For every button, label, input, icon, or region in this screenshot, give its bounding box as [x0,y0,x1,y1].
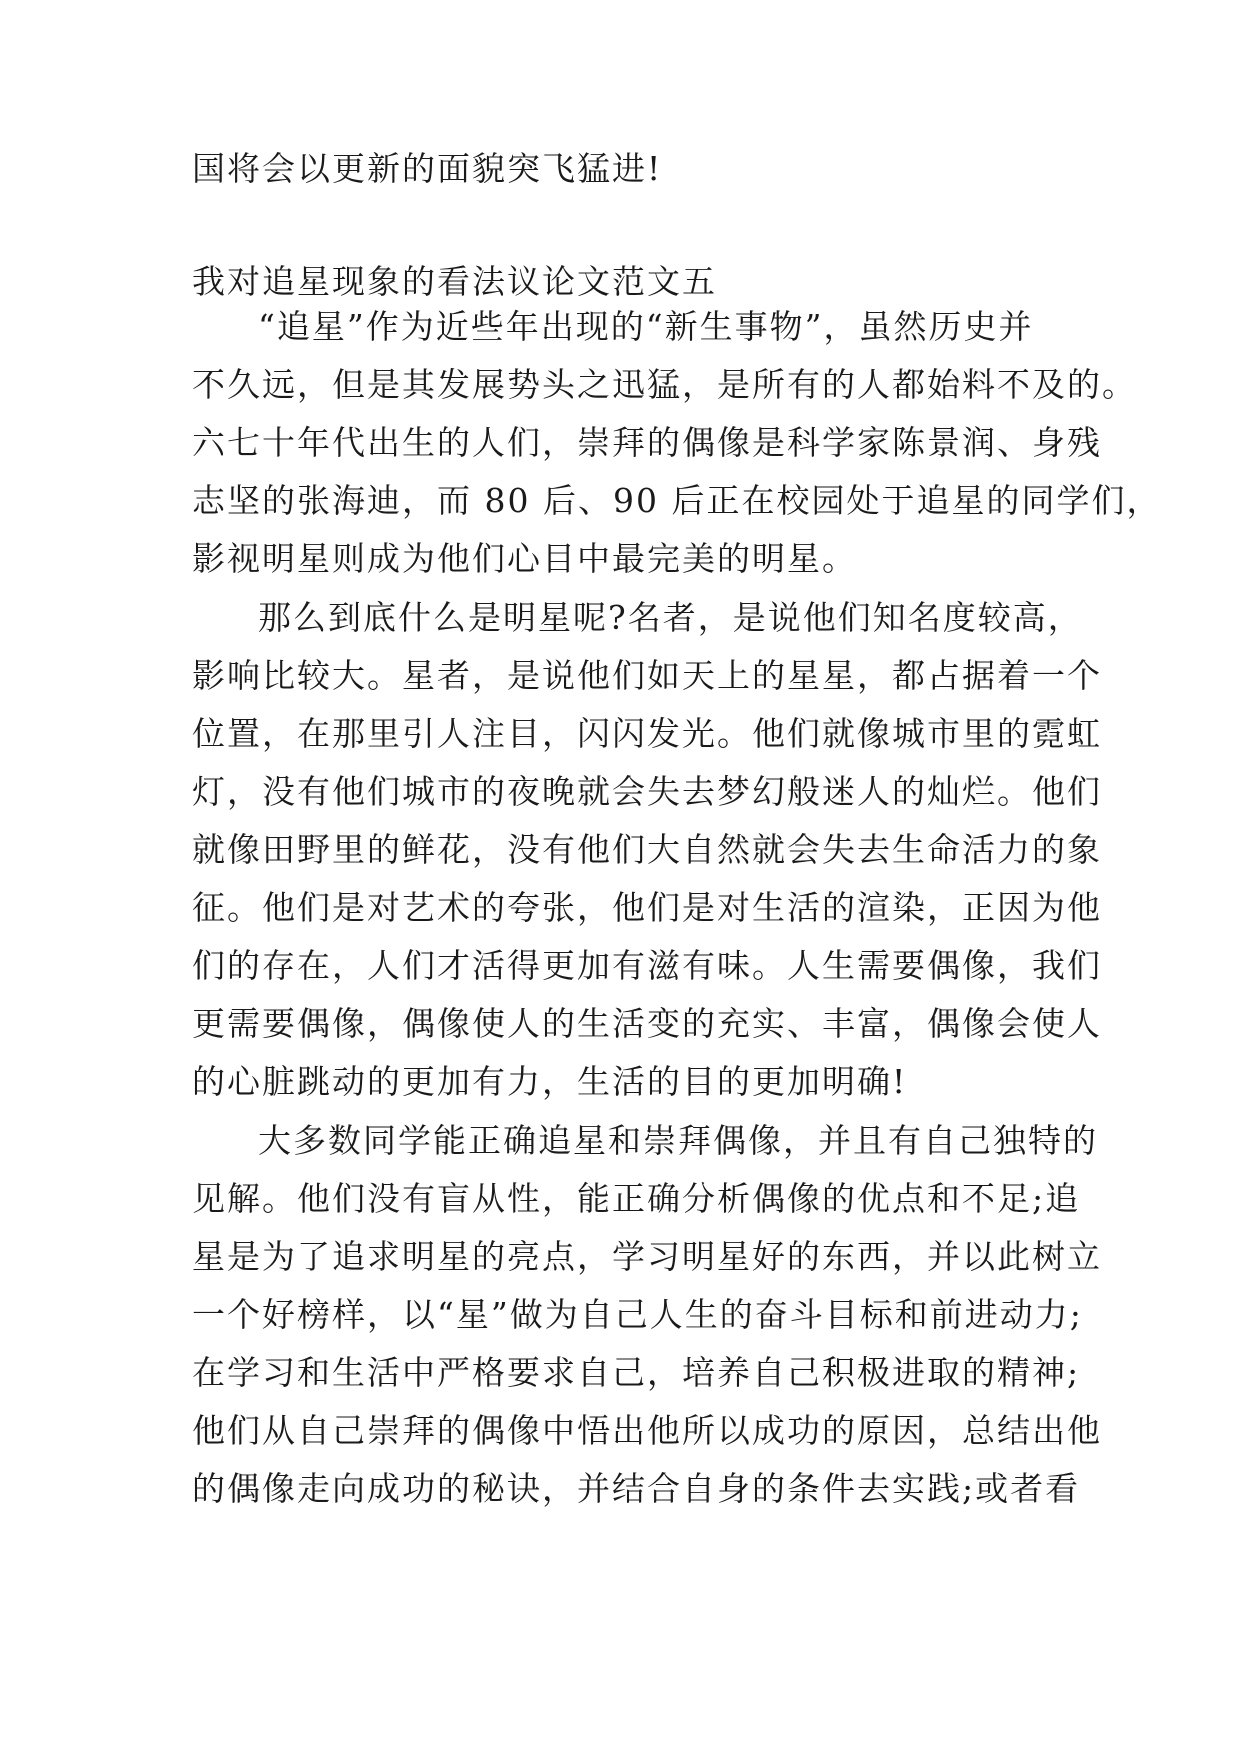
paragraph-line: 志坚的张海迪，而 80 后、90 后正在校园处于追星的同学们， [192,481,1162,520]
paragraph-line: 的偶像走向成功的秘诀，并结合自身的条件去实践;或者看 [192,1469,1081,1508]
page-title: 我对追星现象的看法议论文范文五 [192,262,717,301]
paragraph-line: 征。他们是对艺术的夸张，他们是对生活的渲染，正因为他 [192,888,1102,927]
paragraph-line: 影响比较大。星者，是说他们如天上的星星，都占据着一个 [192,656,1102,695]
paragraph-line: 那么到底什么是明星呢?名者，是说他们知名度较高， [258,598,1083,637]
paragraph-line: 影视明星则成为他们心目中最完美的明星。 [192,539,857,578]
paragraph-line: 他们从自己崇拜的偶像中悟出他所以成功的原因，总结出他 [192,1411,1102,1450]
paragraph-2 [192,589,1102,1111]
paragraph-line: 灯，没有他们城市的夜晚就会失去梦幻般迷人的灿烂。他们 [192,772,1102,811]
paragraph-line: 一个好榜样，以“星”做为自己人生的奋斗目标和前进动力; [192,1295,1083,1334]
paragraph-line: 更需要偶像，偶像使人的生活变的充实、丰富，偶像会使人 [192,1004,1102,1043]
paragraph-line: 就像田野里的鲜花，没有他们大自然就会失去生命活力的象 [192,830,1102,869]
paragraph-line: “追星”作为近些年出现的“新生事物”，虽然历史并 [258,307,1034,346]
paragraph-line: 大多数同学能正确追星和崇拜偶像，并且有自己独特的 [258,1121,1098,1160]
paragraph-1 [192,298,1162,588]
paragraph-line: 们的存在，人们才活得更加有滋有味。人生需要偶像，我们 [192,946,1102,985]
paragraph-line: 星是为了追求明星的亮点，学习明星好的东西，并以此树立 [192,1237,1102,1276]
paragraph-3 [192,1112,1102,1518]
paragraph-line: 在学习和生活中严格要求自己，培养自己积极进取的精神; [192,1353,1081,1392]
continuation-paragraph [192,140,1052,198]
continuation-line: 国将会以更新的面貌突飞猛进! [192,149,663,188]
paragraph-line: 位置，在那里引人注目，闪闪发光。他们就像城市里的霓虹 [192,714,1102,753]
paragraph-line: 六七十年代出生的人们，崇拜的偶像是科学家陈景润、身残 [192,423,1102,462]
paragraph-line: 的心脏跳动的更加有力，生活的目的更加明确! [192,1062,908,1101]
paragraph-line: 见解。他们没有盲从性，能正确分析偶像的优点和不足;追 [192,1179,1081,1218]
paragraph-line: 不久远，但是其发展势头之迅猛，是所有的人都始料不及的。 [192,365,1137,404]
